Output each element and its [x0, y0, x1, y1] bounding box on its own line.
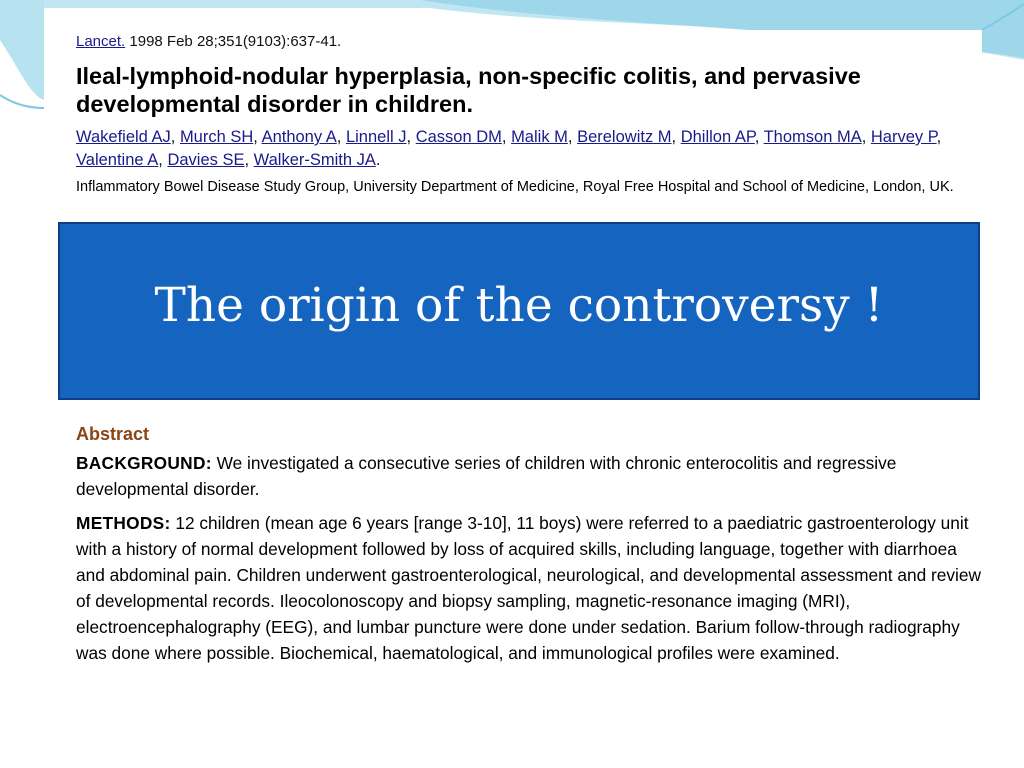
author-link[interactable]: Dhillon AP: [680, 128, 755, 146]
journal-link[interactable]: Lancet.: [76, 33, 126, 50]
methods-text: 12 children (mean age 6 years [range 3-10], 11 boys) were referred to a paediatric gastroenterology unit with a history of normal development followed by loss of acquired skills, including language, together with diarrhoea and abdominal pain. Children underwent gastroenterological, neurological, and developmental assessment and review of developmental records. Ileocolonoscopy and biopsy sampling, magnetic-resonance imaging (MRI), electroencephalography (EEG), and lumbar puncture were done under sedation. Barium follow-through radiography was done where possible. Biochemical, haematological, and immunological profiles were examined.: [76, 513, 981, 663]
author-link[interactable]: Casson DM: [415, 128, 502, 146]
author-link[interactable]: Anthony A: [261, 128, 337, 146]
author-link[interactable]: Wakefield AJ: [76, 128, 171, 146]
author-link[interactable]: Murch SH: [179, 128, 254, 146]
author-link[interactable]: Valentine A: [76, 151, 159, 169]
author-link[interactable]: Thomson MA: [763, 128, 862, 146]
author-link[interactable]: Harvey P: [870, 128, 937, 146]
article-title: Ileal-lymphoid-nodular hyperplasia, non-specific colitis, and pervasive developmental disorder in children.: [76, 63, 861, 117]
affiliation: Inflammatory Bowel Disease Study Group, University Department of Medicine, Royal Free Hospital and School of Medicine, London, UK.: [76, 179, 954, 195]
background-label: BACKGROUND:: [76, 453, 212, 473]
citation: [76, 33, 341, 50]
citation-details: 1998 Feb 28;351(9103):637-41.: [125, 33, 342, 50]
callout-text: The origin of the controversy !: [154, 277, 884, 333]
callout-box: [58, 222, 980, 400]
abstract-heading: Abstract: [76, 424, 150, 444]
abstract-body: [76, 450, 981, 674]
methods-label: METHODS:: [76, 513, 171, 533]
author-link[interactable]: Berelowitz M: [577, 128, 672, 146]
author-link[interactable]: Davies SE: [167, 151, 245, 169]
author-link[interactable]: Malik M: [511, 128, 568, 146]
author-list: Wakefield AJ, Murch SH, Anthony A, Linnell J, Casson DM, Malik M, Berelowitz M, Dhillon AP, Thomson MA, Harvey P, Valentine A, Davies SE, Walker-Smith JA.: [76, 128, 942, 169]
background-paragraph: [76, 450, 981, 502]
author-link[interactable]: Linnell J: [345, 128, 407, 146]
author-link[interactable]: Walker-Smith JA: [253, 151, 376, 169]
background-text: We investigated a consecutive series of children with chronic enterocolitis and regressive developmental disorder.: [76, 453, 897, 499]
methods-paragraph: [76, 510, 981, 666]
